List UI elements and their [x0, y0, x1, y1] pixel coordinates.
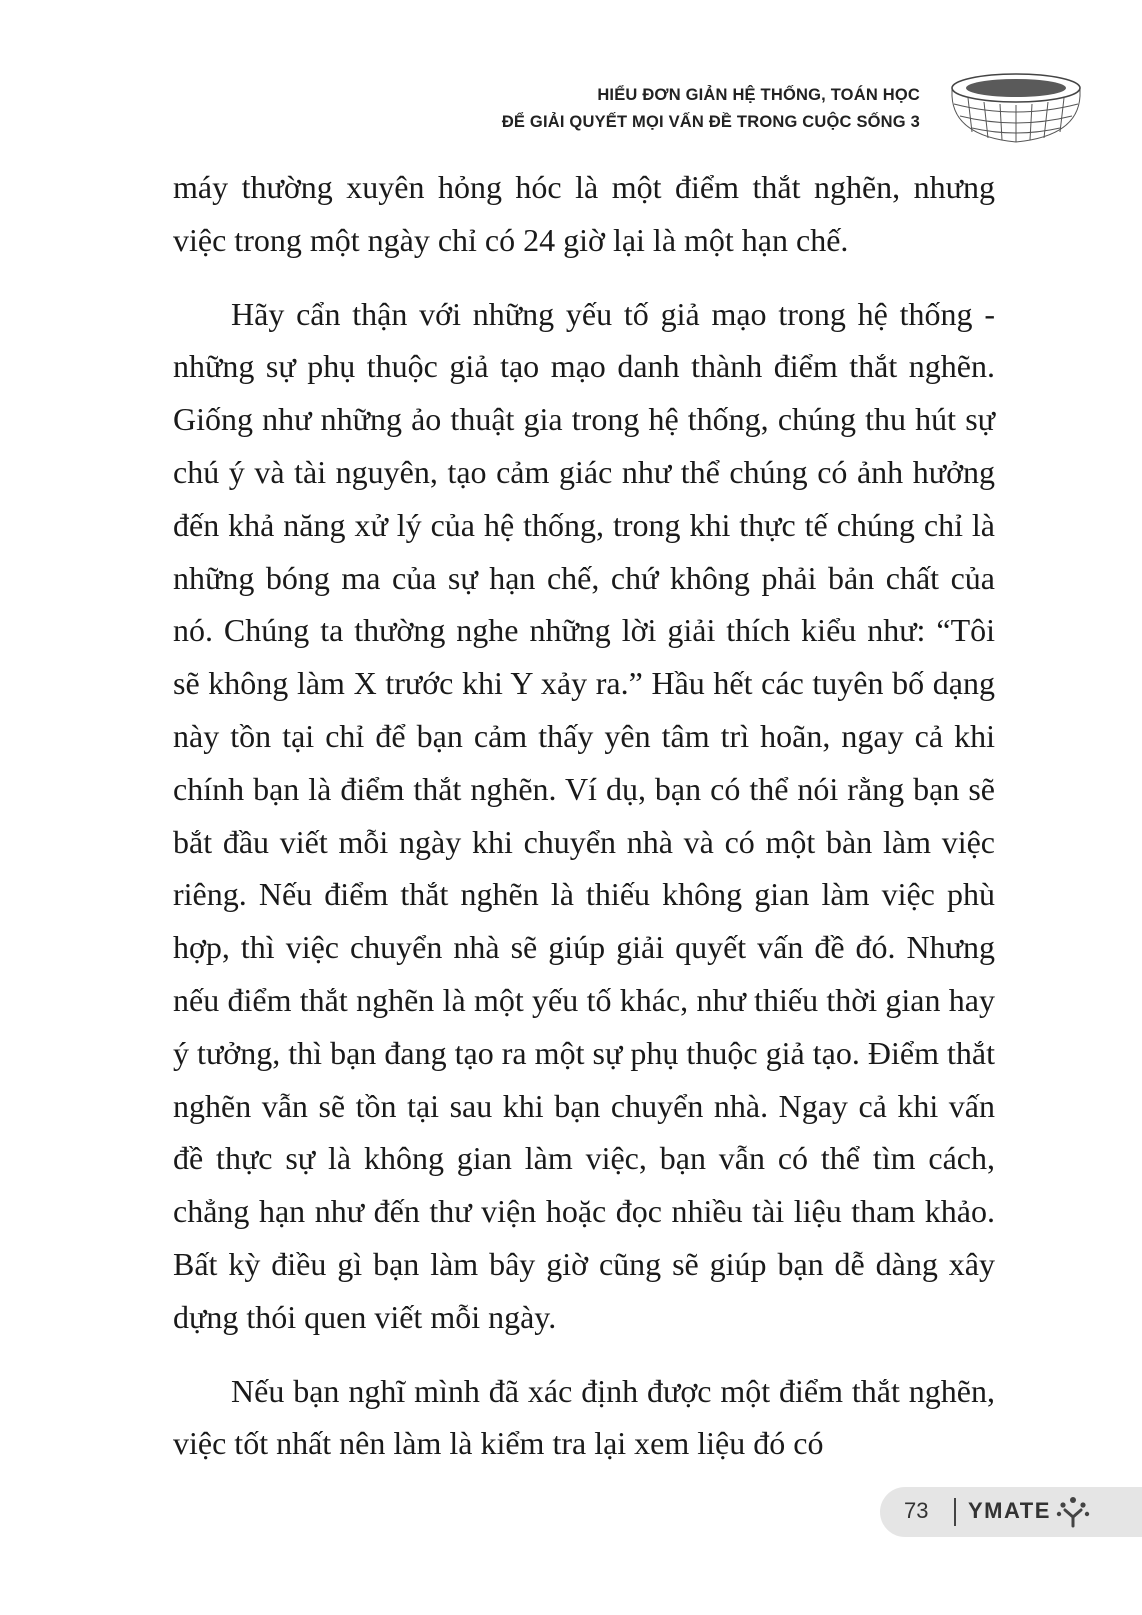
brand-name: YMATE — [968, 1498, 1051, 1523]
running-header-line-2: ĐỂ GIẢI QUYẾT MỌI VẤN ĐỀ TRONG CUỘC SỐNG 3 — [501, 113, 920, 131]
page-number: 73 — [904, 1498, 929, 1523]
paragraph: Nếu bạn nghĩ mình đã xác định được một điểm thắt nghẽn, việc tốt nhất nên làm là kiểm tra lại xem liệu đó có — [173, 1372, 995, 1462]
paragraph: Hãy cẩn thận với những yếu tố giả mạo trong hệ thống - những sự phụ thuộc giả tạo mạo danh thành điểm thắt nghẽn. Giống như những ảo thuật gia trong hệ thống, chúng thu hút sự chú ý và tài nguyên, tạo cảm giác như thể chúng có ảnh hưởng đến khả năng xử lý của hệ thống, trong khi thực tế chúng chỉ là những bóng ma của sự hạn chế, chứ không phải bản chất của nó. Chúng ta thường nghe những lời giải thích kiểu như: “Tôi sẽ không làm X trước khi Y xảy ra.” Hầu hết các tuyên bố dạng này tồn tại chỉ để bạn cảm thấy yên tâm trì hoãn, ngay cả khi chính bạn là điểm thắt nghẽn. Ví dụ, bạn có thể nói rằng bạn sẽ bắt đầu viết mỗi ngày khi chuyển nhà và có một bàn làm việc riêng. Nếu điểm thắt nghẽn là thiếu không gian làm việc phù hợp, thì việc chuyển nhà sẽ giúp giải quyết vấn đề đó. Nhưng nếu điểm thắt nghẽn là một yếu tố khác, như thiếu thời gian hay ý tưởng, thì bạn đang tạo ra một sự phụ thuộc giả tạo. Điểm thắt nghẽn vẫn sẽ tồn tại sau khi bạn chuyển nhà. Ngay cả khi vấn đề thực sự là không gian làm việc, bạn vẫn có thể tìm cách, chẳng hạn như đến thư viện hoặc đọc nhiều tài liệu tham khảo. Bất kỳ điều gì bạn làm bây giờ cũng sẽ giúp bạn dễ dàng xây dựng thói quen viết mỗi ngày. — [173, 295, 995, 1335]
ymate-logo-icon — [1056, 1496, 1090, 1528]
paragraph: máy thường xuyên hỏng hóc là một điểm thắt nghẽn, nhưng việc trong một ngày chỉ có 24 giờ lại là một hạn chế. — [173, 169, 995, 258]
page-footer — [880, 1487, 1142, 1537]
footer-divider — [954, 1498, 956, 1526]
bowl-wireframe-icon — [948, 70, 1084, 146]
body-text — [173, 161, 995, 1470]
running-header — [502, 82, 920, 136]
running-header-line-1: HIỂU ĐƠN GIẢN HỆ THỐNG, TOÁN HỌC — [597, 86, 920, 104]
